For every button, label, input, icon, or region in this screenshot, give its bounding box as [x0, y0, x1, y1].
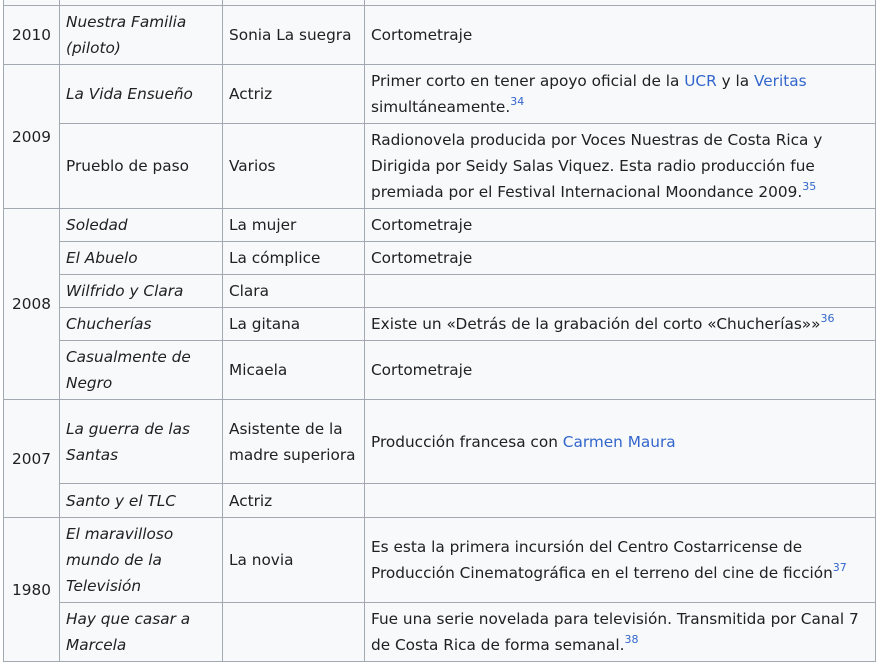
year-cell: 2009 — [4, 65, 60, 209]
filmography-table — [3, 0, 876, 662]
table-row — [4, 308, 876, 341]
title-cell: La guerra de las Santas — [60, 400, 223, 484]
veritas-link[interactable]: Veritas — [753, 72, 807, 90]
year-cell: 1980 — [4, 518, 60, 662]
note-cell: Cortometraje — [365, 209, 876, 242]
table-row — [4, 6, 876, 65]
reference-link[interactable]: 37 — [832, 561, 847, 574]
title-cell: Soledad — [60, 209, 223, 242]
table-row — [4, 209, 876, 242]
reference-link[interactable]: 38 — [624, 633, 639, 646]
role-cell: La cómplice — [223, 242, 365, 275]
note-cell: Cortometraje — [365, 242, 876, 275]
note-cell — [365, 65, 876, 124]
title-cell: Nuestra Familia (piloto) — [60, 6, 223, 65]
year-cell: 2007 — [4, 400, 60, 518]
title-cell: Prueblo de paso — [60, 124, 223, 209]
table-row — [4, 275, 876, 308]
title-cell: El maravilloso mundo de la Televisión — [60, 518, 223, 603]
reference-link[interactable]: 34 — [510, 95, 525, 108]
note-cell — [365, 400, 876, 484]
reference-35[interactable] — [802, 180, 816, 193]
note-text: Fue una serie novelada para televisión. Transmitida por Canal 7 de Costa Rica de forma semanal. — [371, 610, 859, 654]
role-cell: La mujer — [223, 209, 365, 242]
role-cell: La gitana — [223, 308, 365, 341]
reference-37[interactable] — [833, 561, 847, 574]
reference-38[interactable] — [624, 633, 638, 646]
title-cell: La Vida Ensueño — [60, 65, 223, 124]
table-row — [4, 65, 876, 124]
ucr-link[interactable]: UCR — [684, 72, 717, 90]
table-row — [4, 484, 876, 518]
note-cell — [365, 124, 876, 209]
reference-36[interactable] — [821, 312, 835, 325]
note-text: Primer corto en tener apoyo oficial de la — [371, 72, 685, 90]
table-row — [4, 341, 876, 400]
note-text: simultáneamente. — [371, 98, 511, 116]
note-text: Existe un «Detrás de la grabación del corto «Chucherías»» — [371, 315, 821, 333]
role-cell: Asistente de la madre superiora — [223, 400, 365, 484]
title-cell: Wilfrido y Clara — [60, 275, 223, 308]
note-text: Radionovela producida por Voces Nuestras de Costa Rica y Dirigida por Seidy Salas Viquez. Esta radio producción fue premiada por el Festival Internacional Moondance 2009. — [371, 131, 823, 201]
table-row — [4, 400, 876, 484]
note-cell: Cortometraje — [365, 341, 876, 400]
note-cell: Cortometraje — [365, 6, 876, 65]
reference-34[interactable] — [510, 95, 524, 108]
role-cell: Clara — [223, 275, 365, 308]
title-cell: Santo y el TLC — [60, 484, 223, 518]
role-cell: Micaela — [223, 341, 365, 400]
title-cell: Casualmente de Negro — [60, 341, 223, 400]
table-row — [4, 242, 876, 275]
table-row — [4, 518, 876, 603]
reference-link[interactable]: 36 — [820, 312, 835, 325]
note-text: y la — [716, 72, 754, 90]
role-cell: Sonia La suegra — [223, 6, 365, 65]
role-cell: La novia — [223, 518, 365, 603]
note-cell — [365, 603, 876, 662]
year-cell: 2010 — [4, 6, 60, 65]
note-cell — [365, 275, 876, 308]
year-cell: 2008 — [4, 209, 60, 400]
role-cell — [223, 603, 365, 662]
table-row — [4, 603, 876, 662]
role-cell: Actriz — [223, 484, 365, 518]
note-cell — [365, 484, 876, 518]
note-cell — [365, 518, 876, 603]
title-cell: Chucherías — [60, 308, 223, 341]
note-text: Es esta la primera incursión del Centro Costarricense de Producción Cinematográfica en el terreno del cine de ficción — [371, 538, 833, 582]
table-row — [4, 124, 876, 209]
role-cell: Varios — [223, 124, 365, 209]
carmen-maura-link[interactable]: Carmen Maura — [562, 432, 676, 451]
role-cell: Actriz — [223, 65, 365, 124]
reference-link[interactable]: 35 — [802, 180, 817, 193]
note-text: Producción francesa con — [371, 432, 563, 451]
title-cell: Hay que casar a Marcela — [60, 603, 223, 662]
title-cell: El Abuelo — [60, 242, 223, 275]
note-cell — [365, 308, 876, 341]
